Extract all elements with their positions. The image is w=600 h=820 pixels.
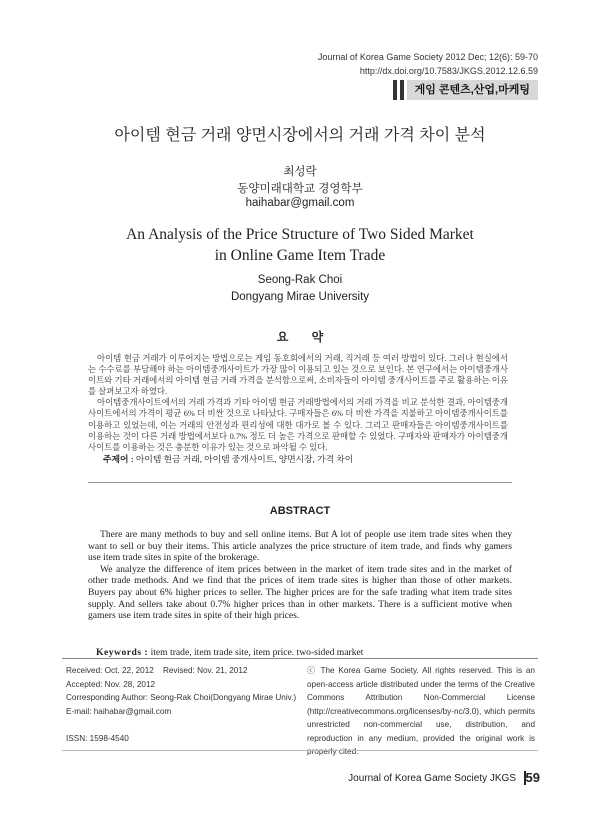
category-bar-2 <box>400 80 404 100</box>
abstract-korean-paragraph: 아이템중개사이트에서의 거래 가격과 기타 아이템 현금 거래방법에서의 거래 가격을 비교 분석한 결과, 아이템중개사이트에서의 가격이 평균 6% 더 비싼 것으로 나타났다. 구매자들은 6% 더 비싼 가격을 지불하고 아이템중개사이트를 이용하고 있었는데, 이는 거래의 안전성과 편리성에 대한 대가로 볼 수 있다. 그리고 판매자들은 아이템중개사이트를 이용하는 것이 다른 거래 방법에서보다 0.7% 정도 더 높은 가격으로 판매할 수 있었다. 구매자와 판매자가 아이템중개사이트를 이용하는 것은 충분한 이유가 있는 것으로 파악될 수 있다. <box>88 398 508 452</box>
page-number: 59 <box>525 770 540 785</box>
title-english-line-1: An Analysis of the Price Structure of Two Sided Market <box>126 226 474 243</box>
received-revised-row <box>66 664 306 678</box>
license-statement: ⓒ The Korea Game Society. All rights reserved. This is an open-access article distributed under the terms of the Creative Commons Attribution Non-Commercial License (http://creativecommons.org/licenses/by-nc/3.0), which permits unrestricted non-commercial use, distribution, and reproduction in any medium, provided the original work is properly cited. <box>307 666 535 756</box>
affiliation-korean: 동양미래대학교 경영학부 <box>237 183 363 195</box>
info-divider-bottom <box>62 750 538 751</box>
category-bar-1 <box>393 80 397 100</box>
corresponding-author: Corresponding Author: Seong-Rak Choi(Dongyang Mirae Univ.) <box>66 693 297 702</box>
keywords-korean <box>103 452 523 465</box>
abstract-english-heading: ABSTRACT <box>269 505 331 517</box>
abstract-korean-heading: 요 약 <box>276 330 334 344</box>
section-divider <box>88 482 512 483</box>
abstract-korean-paragraph: 아이템 현금 거래가 이루어지는 방법으로는 게임 동호회에서의 거래, 직거래 등 여러 방법이 있다. 그러나 현실에서는 수수료를 부담해야 하는 아이템중개사이트가 가장 많이 이용되고 있는 것으로 보인다. 본 연구에서는 아이템중개사이트와 기타 거래에서의 아이템 현금 거래 가격을 분석함으로써, 소비자들이 아이템 중개사이트를 주로 활용하는 이유를 살펴보고자 하였다. <box>88 354 508 397</box>
keywords-english-label: Keywords : <box>96 647 149 658</box>
abstract-korean-body <box>88 353 508 453</box>
abstract-english-paragraph: There are many methods to buy and sell online items. But A lot of people use item trade sites when they want to sell or buy their items. This article analyzes the price structure of item trade, and finds why gamers use item trade sites in spite of the brokerage. <box>88 529 512 564</box>
issn: ISSN: 1598-4540 <box>66 733 129 743</box>
affiliation-english: Dongyang Mirae University <box>230 291 370 303</box>
doi-link[interactable]: http://dx.doi.org/10.7583/JKGS.2012.12.6.59 <box>359 66 538 76</box>
info-divider-top <box>62 658 538 659</box>
category-tag <box>393 80 538 100</box>
journal-citation: Journal of Korea Game Society 2012 Dec; 12(6): 59-70 <box>317 52 538 62</box>
author-name-korean: 최성락 <box>283 166 317 178</box>
keywords-korean-label: 주제어 : <box>103 454 134 464</box>
author-email[interactable]: haihabar@gmail.com <box>245 197 355 209</box>
footer-journal-name: Journal of Korea Game Society JKGS <box>348 773 516 784</box>
received-date: Received: Oct. 22, 2012 <box>66 666 154 675</box>
category-label: 게임 콘텐츠,산업,마케팅 <box>407 80 538 100</box>
title-english-line-2: in Online Game Item Trade <box>214 247 386 264</box>
abstract-english-paragraph: We analyze the difference of item prices between in the market of item trade sites and in the market of other trade methods. And we find that the prices of item trade sites is higher than those of other markets. Buyers pay about 6% higher prices to seller. The higher prices are for the safe trading what item trade sites supply. And sellers take about 0.7% higher prices than in other markets. There is a sufficient motive when gamers use item trade sites in spite of their high prices. <box>88 563 512 622</box>
keywords-english-list: item trade, item trade site, item price. two-sided market <box>150 647 364 658</box>
paper-title-korean: 아이템 현금 거래 양면시장에서의 거래 가격 차이 분석 <box>114 127 486 144</box>
paper-title-english <box>0 224 600 266</box>
accepted-date: Accepted: Nov. 28, 2012 <box>66 679 156 689</box>
keywords-korean-list: 아이템 현금 거래, 아이템 중개사이트, 양면시장, 가격 차이 <box>135 454 354 464</box>
corresponding-email[interactable]: E-mail: haihabar@gmail.com <box>66 706 172 716</box>
revised-date: Revised: Nov. 21, 2012 <box>162 666 248 675</box>
article-info-left <box>66 664 306 745</box>
keywords-english <box>96 647 363 658</box>
author-name-english: Seong-Rak Choi <box>257 274 343 286</box>
abstract-english-body <box>88 529 512 622</box>
